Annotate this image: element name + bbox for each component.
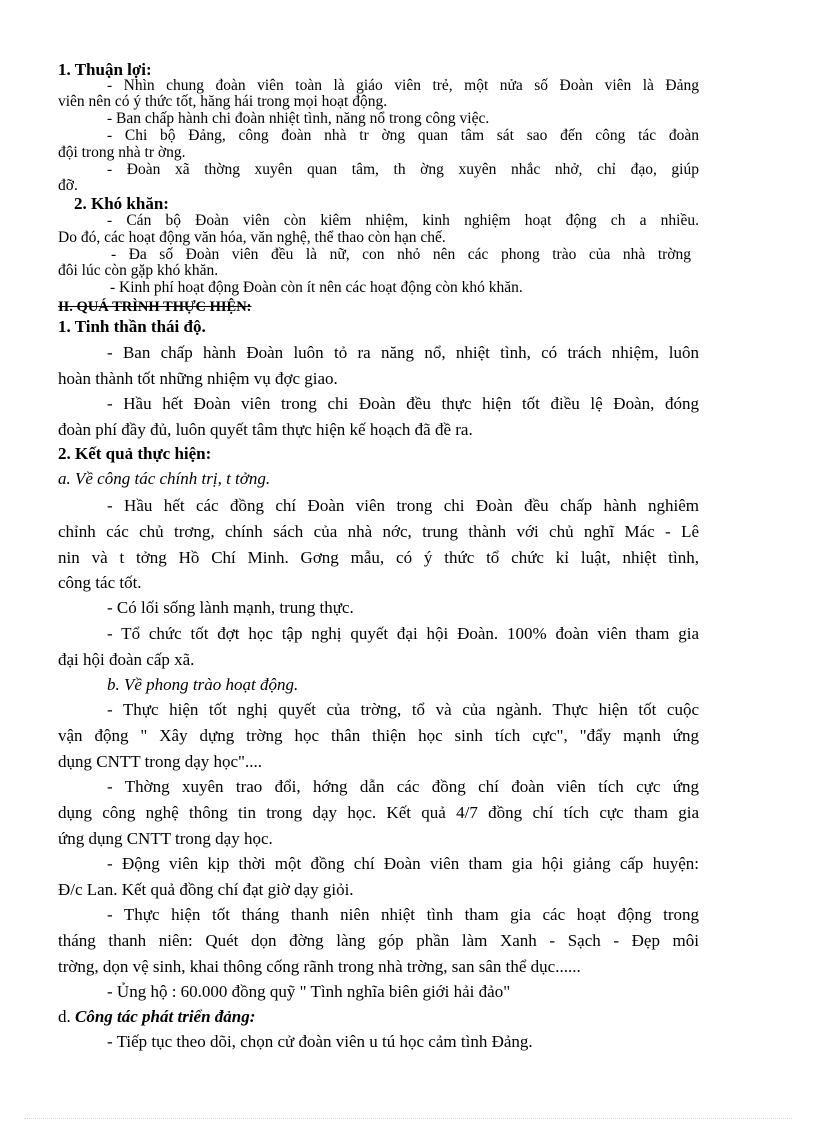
text-line: - Tổ chức tốt đợt học tập nghị quyết đại hội Đoàn. 100% đoàn viên tham gia [107, 624, 699, 643]
text-line: tháng thanh niên: Quét dọn đờng làng góp phần làm Xanh - Sạch - Đẹp môi [58, 931, 699, 950]
heading-thuan-loi: 1. Thuận lợi: [58, 60, 152, 79]
text-line: trờng, dọn vệ sinh, khai thông cống rãnh trong nhà trờng, san sân thể dục...... [58, 957, 581, 976]
text-line: - Ủng hộ : 60.000 đồng quỹ " Tình nghĩa biên giới hải đảo" [107, 982, 511, 1001]
heading-qua-trinh-thuc-hien: II. QUÁ TRÌNH THỰC HIỆN: [58, 299, 252, 315]
text-line: chỉnh các chủ trơng, chính sách của nhà nớc, trung thành với chủ nghĩ Mác - Lê [58, 522, 699, 541]
text-line: - Ban chấp hành Đoàn luôn tỏ ra năng nổ, nhiệt tình, có trách nhiệm, luôn [107, 343, 699, 362]
text-line: - Hầu hết các đồng chí Đoàn viên trong chi Đoàn đều chấp hành nghiêm [107, 496, 699, 515]
text-line: dụng công nghệ thông tin trong dạy học. Kết quả 4/7 đồng chí tích cực tham gia [58, 803, 699, 822]
heading-kho-khan: 2. Khó khăn: [74, 194, 169, 213]
text-line: - Chi bộ Đảng, công đoàn nhà tr ờng quan tâm sát sao đến công tác đoàn [107, 127, 699, 144]
subheading-d-title: Công tác phát triển đảng: [70, 1007, 256, 1026]
text-line: viên nên có ý thức tốt, hăng hái trong mọi hoạt động. [58, 93, 388, 110]
subheading-d [58, 1007, 255, 1027]
text-line: công tác tốt. [58, 573, 142, 592]
text-line: - Thực hiện tốt tháng thanh niên nhiệt tình tham gia các hoạt động trong [107, 905, 699, 924]
text-line: - Có lối sống lành mạnh, trung thực. [107, 598, 354, 617]
text-line: - Nhìn chung đoàn viên toàn là giáo viên trẻ, một nửa số Đoàn viên là Đảng [107, 77, 699, 94]
text-line: đội trong nhà tr ờng. [58, 144, 186, 161]
text-line: - Tiếp tục theo dõi, chọn cử đoàn viên u tú học cảm tình Đảng. [107, 1032, 533, 1051]
subheading-b: b. Về phong trào hoạt động. [107, 675, 299, 694]
text-line: Do đó, các hoạt động văn hóa, văn nghệ, thể thao còn hạn chế. [58, 229, 446, 246]
text-line: - Ban chấp hành chi đoàn nhiệt tình, năng nổ trong công việc. [107, 110, 490, 127]
subheading-a: a. Về công tác chính trị, t tởng. [58, 469, 271, 488]
text-line: dụng CNTT trong dạy học".... [58, 752, 262, 771]
text-line: - Động viên kịp thời một đồng chí Đoàn viên tham gia hội giảng cấp huyện: [107, 854, 699, 873]
text-line: ứng dụng CNTT trong dạy học. [58, 829, 273, 848]
text-line: - Thờng xuyên trao đổi, hớng dẫn các đồng chí đoàn viên tích cực ứng [107, 777, 699, 796]
text-line: vận động " Xây dựng trờng học thân thiện học sinh tích cực", "đẩy mạnh ứng [58, 726, 699, 745]
text-line: - Hầu hết Đoàn viên trong chi Đoàn đều thực hiện tốt điều lệ Đoàn, đóng [107, 394, 699, 413]
subheading-d-prefix: d. [58, 1007, 71, 1026]
text-line: đỡ. [58, 177, 78, 194]
heading-ket-qua-thuc-hien: 2. Kết quả thực hiện: [58, 444, 212, 463]
page-bottom-divider [24, 1118, 792, 1119]
text-line: đôi lúc còn gặp khó khăn. [58, 262, 219, 279]
text-line: Đ/c Lan. Kết quả đồng chí đạt giờ dạy giỏi. [58, 880, 354, 899]
text-line: đoàn phí đầy đủ, luôn quyết tâm thực hiện kế hoạch đã đề ra. [58, 420, 473, 439]
text-line: hoàn thành tốt những nhiệm vụ đợc giao. [58, 369, 338, 388]
text-line: - Đoàn xã thờng xuyên quan tâm, th ờng xuyên nhắc nhở, chỉ đạo, giúp [107, 161, 699, 178]
text-line: - Đa số Đoàn viên đều là nữ, con nhỏ nên các phong trào của nhà trờng [111, 246, 691, 263]
text-line: - Kinh phí hoạt động Đoàn còn ít nên các hoạt động còn khó khăn. [110, 279, 523, 296]
text-line: đại hội đoàn cấp xã. [58, 650, 195, 669]
text-line: - Thực hiện tốt nghị quyết của trờng, tổ và của ngành. Thực hiện tốt cuộc [107, 700, 699, 719]
heading-tinh-than-thai-do: 1. Tinh thần thái độ. [58, 317, 206, 336]
text-line: nin và t tởng Hồ Chí Minh. Gơng mẫu, có ý thức tổ chức kỉ luật, nhiệt tình, [58, 548, 699, 567]
text-line: - Cán bộ Đoàn viên còn kiêm nhiệm, kinh nghiệm hoạt động ch a nhiều. [107, 212, 699, 229]
